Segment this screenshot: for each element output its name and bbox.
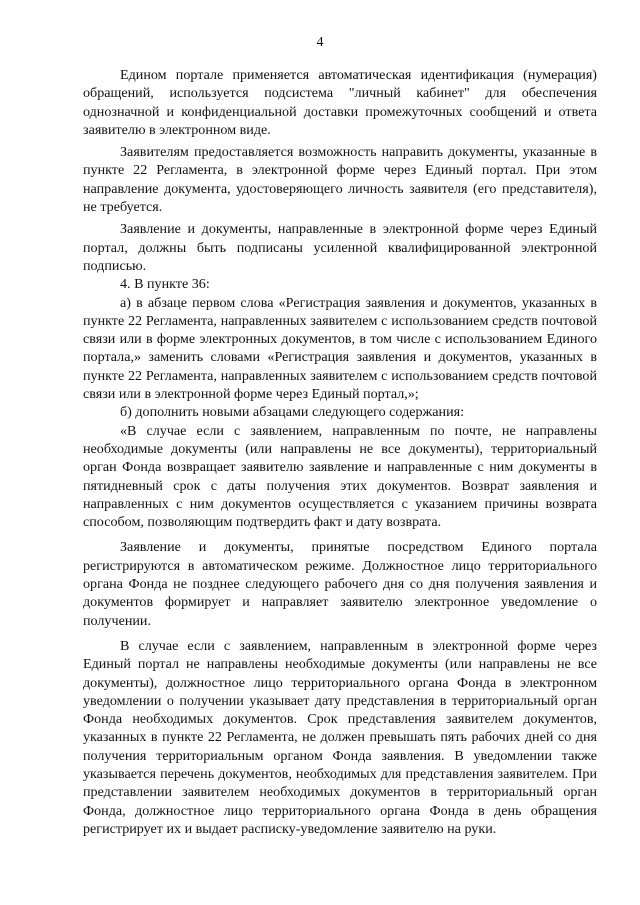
- paragraph-identification: Едином портале применяется автоматическая идентификация (нумерация) обращений, используется подсистема "личный кабинет" для обеспечения однозначной и конфиденциальной доставки промежуточных сообщений и ответа заявителю в электронном виде.: [83, 67, 597, 138]
- paragraph-applicant-documents: Заявителям предоставляется возможность направить документы, указанные в пункте 22 Регламента, в электронной форме через Единый портал. При этом направление документа, удостоверяющего личность заявителя (его представителя), не требуется.: [83, 144, 597, 216]
- paragraph-item-4: 4. В пункте 36:: [120, 276, 210, 293]
- paragraph-electronic-signature: Заявление и документы, направленные в электронной форме через Единый портал, должны быть подписаны усиленной квалифицированной электронной подписью.: [83, 221, 597, 274]
- paragraph-subitem-b: б) дополнить новыми абзацами следующего содержания:: [120, 404, 465, 421]
- document-body: [83, 66, 597, 838]
- paragraph-postal-return: «В случае если с заявлением, направленным по почте, не направлены необходимые документы (или направлены не все документы), территориальный орган Фонда возвращает заявителю заявление и направленные с ним документы в пятидневный срок с даты получения этих документов. Возврат заявления и направленных с ним документов осуществляется с указанием причины возврата способом, позволяющим подтвердить факт и дату возврата.: [83, 422, 597, 531]
- paragraph-portal-registration: Заявление и документы, принятые посредством Единого портала регистрируются в автоматическом режиме. Должностное лицо территориального органа Фонда не позднее следующего рабочего дня со дня получения заявления и документов формирует и направляет заявителю электронное уведомление о получении.: [83, 539, 597, 629]
- page-number: 4: [316, 35, 324, 50]
- paragraph-missing-documents: В случае если с заявлением, направленным в электронной форме через Единый портал не направлены необходимые документы (или направлены не все документы), должностное лицо территориального органа Фонда в электронном уведомлении о получении указывает дату представления в территориальный орган Фонда необходимых документов. Срок представления заявителем документов, указанных в пункте 22 Регламента, не должен превышать пять рабочих дней со дня получения территориальным органом Фонда заявления. В уведомлении также указывается перечень документов, необходимых для представления заявителем. При представлении заявителем необходимых документов в территориальный орган Фонда, должностное лицо территориального органа Фонда в день обращения регистрирует их и выдает расписку-уведомление заявителю на руки.: [83, 637, 597, 837]
- paragraph-subitem-a: а) в абзаце первом слова «Регистрация заявления и документов, указанных в пункте 22 Регламента, направленных заявителем с использованием средств почтовой связи или в форме электронных документов, в том числе с использованием Единого портала,» заменить словами «Регистрация заявления и документов, указанных в пункте 22 Регламента, направленных заявителем с использованием средств почтовой связи или в электронной форме через Единый портал,»;: [83, 294, 597, 403]
